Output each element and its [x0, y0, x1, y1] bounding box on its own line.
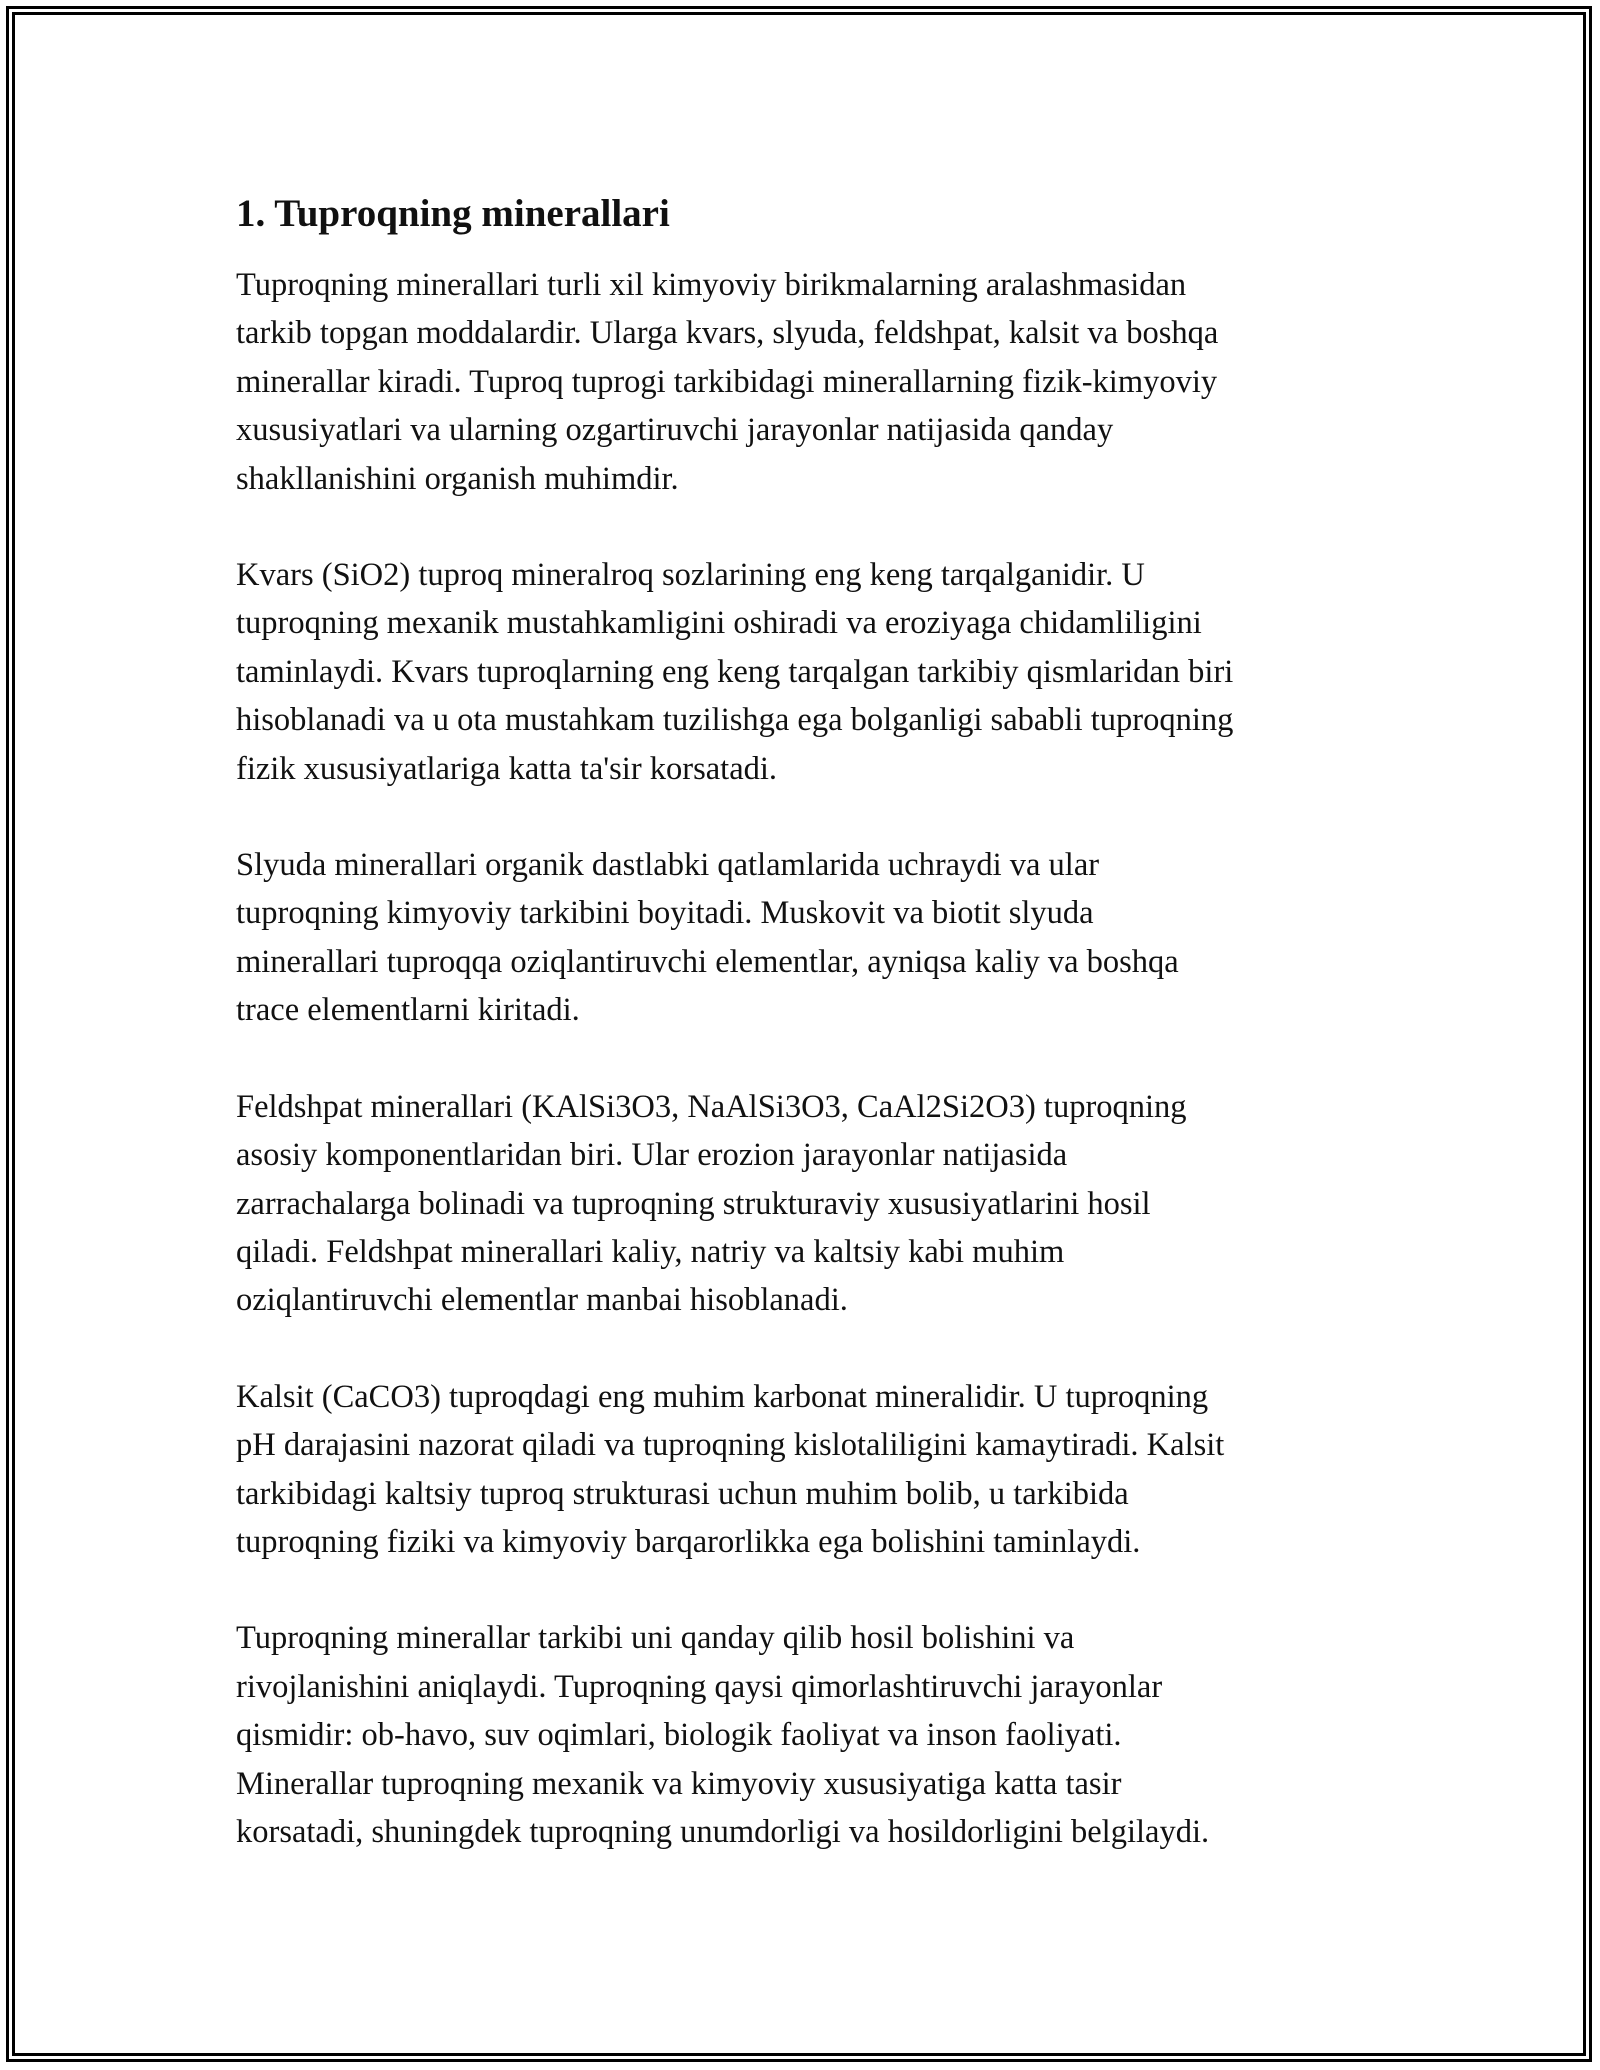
document-body [236, 186, 1376, 1856]
paragraph-conclusion: Tuproqning minerallar tarkibi uni qanday qilib hosil bolishini va rivojlanishini aniqlaydi. Tuproqning qaysi qimorlashtiruvchi jarayonlar qismidir: ob-havo, suv oqimlari, biologik faoliyat va inson faoliyati. Minerallar tuproqning mexanik va kimyoviy xususiyatiga katta tasir korsatadi, shuningdek tuproqning unumdorligi va hosildorligini belgilaydi. [236, 1620, 1210, 1850]
paragraph-intro: Tuproqning minerallari turli xil kimyoviy birikmalarning aralashmasidan tarkib topgan moddalardir. Ularga kvars, slyuda, feldshpat, kalsit va boshqa minerallar kiradi. Tuproq tuprogi tarkibidagi minerallarning fizik-kimyoviy xususiyatlari va ularning ozgartiruvchi jarayonlar natijasida qanday shakllanishini organish muhimdir. [236, 267, 1219, 497]
paragraph-quartz: Kvars (SiO2) tuproq mineralroq sozlarining eng keng tarqalganidir. U tuproqning mexanik mustahkamligini oshiradi va eroziyaga chidamliligini taminlaydi. Kvars tuproqlarning eng keng tarqalgan tarkibiy qismlaridan biri hisoblanadi va u ota mustahkam tuzilishga ega bolganligi sababli tuproqning fizik xususiyatlariga katta ta'sir korsatadi. [236, 557, 1234, 787]
paragraph-feldspar: Feldshpat minerallari (KAlSi3O3, NaAlSi3O3, CaAl2Si2O3) tuproqning asosiy komponentlaridan biri. Ular erozion jarayonlar natijasida zarrachalarga bolinadi va tuproqning strukturaviy xususiyatlarini hosil qiladi. Feldshpat minerallari kaliy, natriy va kaltsiy kabi muhim oziqlantiruvchi elementlar manbai hisoblanadi. [236, 1088, 1187, 1319]
paragraph-calcite: Kalsit (CaCO3) tuproqdagi eng muhim karbonat mineralidir. U tuproqning pH darajasini nazorat qiladi va tuproqning kislotaliligini kamaytiradi. Kalsit tarkibidagi kaltsiy tuproq strukturasi uchun muhim bolib, u tarkibida tuproqning fiziki va kimyoviy barqarorlikka ega bolishini taminlaydi. [236, 1378, 1225, 1560]
section-title: 1. Tuproqning minerallari [236, 192, 670, 235]
paragraph-mica: Slyuda minerallari organik dastlabki qatlamlarida uchraydi va ular tuproqning kimyoviy tarkibini boyitadi. Muskovit va biotit slyuda minerallari tuproqqa oziqlantiruvchi elementlar, ayniqsa kaliy va boshqa trace elementlarni kiritadi. [236, 847, 1179, 1029]
